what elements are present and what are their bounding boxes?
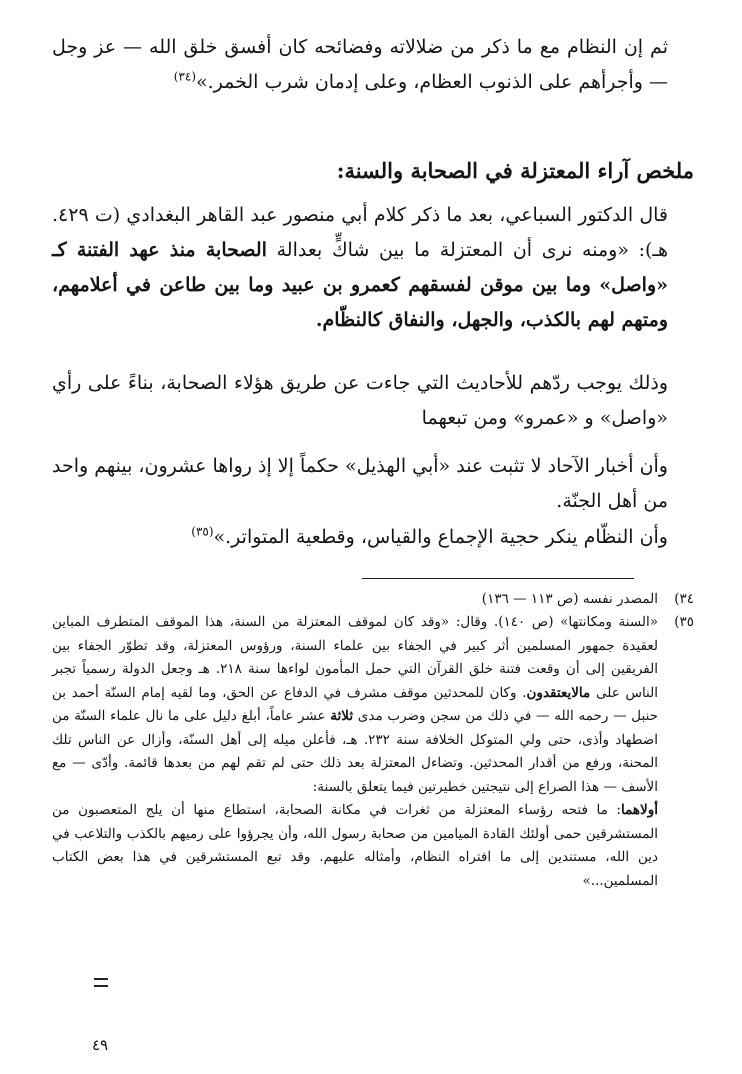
footnote-35-bold-2: ثلاثة [330, 708, 354, 724]
footnote-34-text: المصدر نفسه (ص ١١٣ — ١٣٦) [481, 591, 658, 607]
footnote-35-part-1: «السنة ومكانتها» (ص ١٤٠). وقال: «وقد كان لموقف المعتزلة من السنة، هذا الموقف المتطرف المباين لعقيدة جمهور المسلمين أثر كبير في الجفاء بين علماء السنة، ورؤوس المعتزلة، وقد تطوّر الجفاء بين الفريقين إلى أن وقعت فتنة خلق القرآن التي حمل المأمون لواءها سنة ٢١٨. هـ وجعل الدولة رسمياً تجبر الناس على [52, 614, 658, 701]
footnote-35-first-text: : ما فتحه رؤساء المعتزلة من ثغرات في مكانة الصحابة، استطاع منها أن يلج المتعصبون من المستشرقين حمى أولئك القادة الميامين من صحابة رسول الله، وأن يجرؤوا على رميهم بالكذب والتلاعب في دين الله، مستندين إلى ما افتراه النظام، وأمثاله عليهم. وقد تبع المستشرقين في هذا بعض الكتاب المسلمين...» [52, 802, 658, 889]
paragraph-4 [52, 449, 694, 519]
footnote-divider [362, 578, 634, 579]
paragraph-5 [52, 520, 694, 555]
footnote-35-first-label: أولاهما [620, 802, 658, 818]
section-heading: ملخص آراء المعتزلة في الصحابة والسنة: [336, 158, 694, 183]
paragraph-3-text: وذلك يوجب ردّهم للأحاديث التي جاءت عن طريق هؤلاء الصحابة، بناءً على رأي «واصل» و «عمرو» ومن تبعهما [52, 372, 668, 429]
footnote-34-number: ٣٤) [674, 591, 694, 607]
paragraph-1-text: ثم إن النظام مع ما ذكر من ضلالاته وفضائحه كان أفسق خلق الله — عز وجل — وأجرأهم على الذنوب العظام، وعلى إدمان شرب الخمر.» [52, 36, 668, 93]
paragraph-1 [52, 30, 694, 100]
footnote-35-bold-1: مالايعتقدون [526, 684, 591, 701]
paragraph-2-bold-quote: الصحابة منذ عهد الفتنة كـ «واصل» وما بين موقن لفسقهم كعمرو بن عبيد وما بين طاعن في أعلامهم، ومتهم لهم بالكذب، والجهل، والنفاق كالنظّام. [52, 239, 668, 331]
footnote-35-text [52, 611, 658, 893]
paragraph-2 [52, 198, 694, 338]
paragraph-2-text: قال الدكتور السباعي، بعد ما ذكر كلام أبي منصور عبد القاهر البغدادي (ت ٤٢٩. هـ): «ومنه نرى أن المعتزلة ما بين شاكٍّ بعدالة [52, 204, 669, 261]
footnote-34 [52, 588, 694, 612]
footnote-35-part-2: . وكان للمحدثين موقف مشرف في الدفاع عن الحق، وما لقيه إمام السنّة أحمد بن حنبل — رحمه الله — في ذلك من سجن وضرب مدى [52, 684, 658, 724]
footnote-ref-34: (٣٤) [173, 69, 196, 84]
paragraph-3 [52, 366, 694, 436]
paragraph-5-text: وأن النظّام ينكر حجية الإجماع والقياس، وقطعية المتواتر.» [213, 526, 668, 548]
footnote-ref-35: (٣٥) [191, 524, 214, 539]
continuation-mark [94, 978, 108, 987]
page-number: ٤٩ [92, 1036, 109, 1054]
footnote-35-part-3: عشر عاماً، أبلغ دليل على ما نال علماء السنّة من اضطهاد وأذى، حتى ولي المتوكل الخلافة سنة ٢٣٢. هـ، فأعلن ميله إلى أهل السنّة، وأزال عن الناس تلك المحنة، ورفع من أقدار المحدثين. وتضاءل المعتزلة بعد ذلك حتى لم تقم لهم من بعدها قائمة. وأدّى — مع الأسف — هذا الصراع إلى نتيجتين خطيرتين فيما يتعلق بالسنة: [52, 708, 658, 795]
footnote-35-number: ٣٥) [674, 614, 694, 630]
paragraph-4-text: وأن أخبار الآحاد لا تثبت عند «أبي الهذيل» حكماً إلا إذ رواها عشرون، بينهم واحد من أهل الجنّة. [52, 455, 668, 512]
footnote-35 [52, 611, 694, 893]
